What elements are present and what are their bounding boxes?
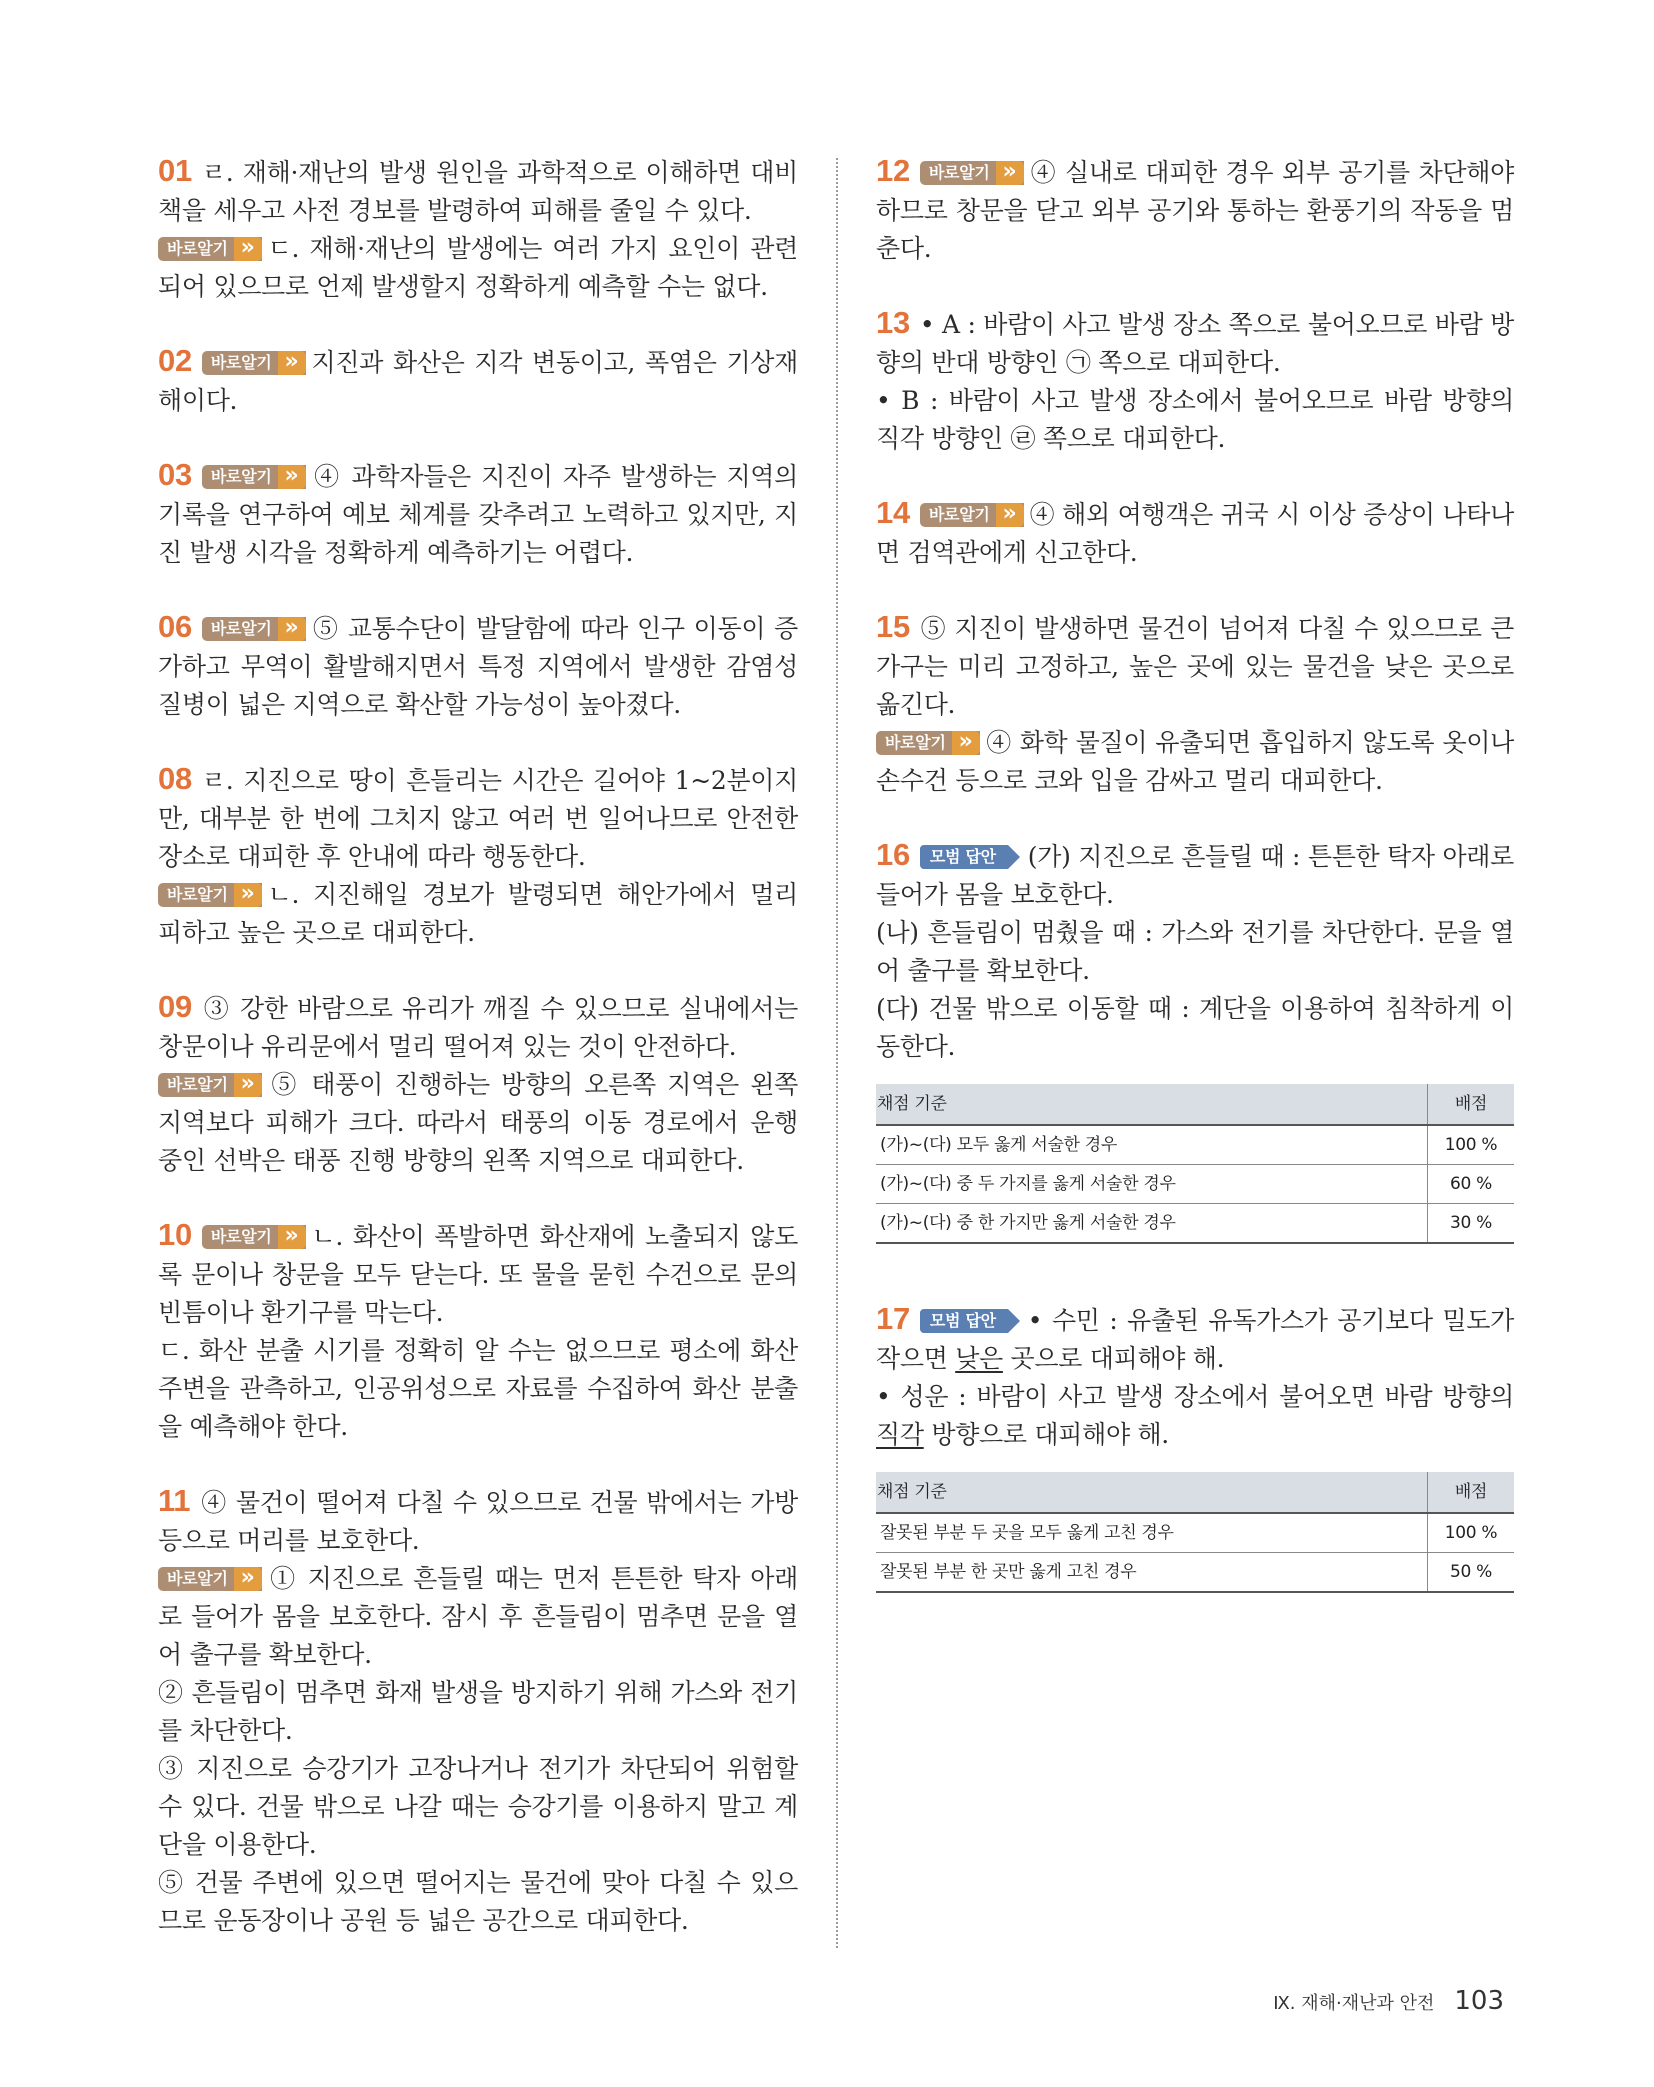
check-badge: 바로알기 » — [876, 731, 980, 755]
check-badge: 바로알기 » — [158, 1073, 262, 1097]
question-number: 01 — [158, 153, 192, 188]
table-row — [876, 1204, 1514, 1244]
header-score: 배점 — [1428, 1084, 1515, 1125]
answer-12 — [876, 152, 1514, 268]
check-badge: 바로알기 » — [920, 161, 1024, 185]
table-row — [876, 1125, 1514, 1165]
check-badge: 바로알기 » — [158, 237, 262, 261]
score-cell: 60 % — [1428, 1165, 1515, 1204]
page-number: 103 — [1454, 1986, 1504, 2016]
check-text: ④ 화학 물질이 유출되면 흡입하지 않도록 옷이나 손수건 등으로 코와 입을 감싸고 멀리 대피한다. — [876, 728, 1514, 795]
answer-text: • 성운 : 바람이 사고 발생 장소에서 불어오면 바람 방향의 — [876, 1382, 1514, 1411]
answer-line: • A : 바람이 사고 발생 장소 쪽으로 불어오므로 바람 방향의 반대 방향인 ㉠ 쪽으로 대피한다. — [876, 310, 1514, 377]
criteria-cell: (가)~(다) 모두 옳게 서술한 경우 — [876, 1125, 1428, 1165]
scoring-table — [876, 1084, 1514, 1244]
score-cell: 100 % — [1428, 1513, 1515, 1553]
answer-17 — [876, 1300, 1514, 1593]
answer-13 — [876, 304, 1514, 458]
extra-text: ㄷ. 화산 분출 시기를 정확히 알 수는 없으므로 평소에 화산 주변을 관측하고, 인공위성으로 자료를 수집하여 화산 분출을 예측해야 한다. — [158, 1336, 798, 1441]
question-number: 10 — [158, 1217, 192, 1252]
answer-16 — [876, 836, 1514, 1244]
left-column — [158, 152, 798, 1940]
score-cell: 50 % — [1428, 1553, 1515, 1593]
check-badge: 바로알기 » — [202, 617, 306, 641]
answer-02 — [158, 342, 798, 420]
check-text: ① 지진으로 흔들릴 때는 먼저 튼튼한 탁자 아래로 들어가 몸을 보호한다. 잠시 후 흔들림이 멈추면 문을 열어 출구를 확보한다. — [158, 1564, 798, 1669]
question-number: 13 — [876, 305, 910, 340]
answer-10 — [158, 1216, 798, 1446]
check-text: ㄷ. 재해·재난의 발생에는 여러 가지 요인이 관련되어 있으므로 언제 발생할지 정확하게 예측할 수는 없다. — [158, 234, 798, 301]
question-number: 09 — [158, 989, 192, 1024]
underlined-word: 낮은 — [955, 1344, 1003, 1373]
check-badge: 바로알기 » — [920, 503, 1024, 527]
answer-09 — [158, 988, 798, 1180]
check-text: 지진과 화산은 지각 변동이고, 폭염은 기상재해이다. — [158, 348, 798, 415]
extra-text: (다) 건물 밖으로 이동할 때 : 계단을 이용하여 침착하게 이동한다. — [876, 994, 1514, 1061]
answer-15 — [876, 608, 1514, 800]
question-number: 16 — [876, 837, 910, 872]
model-answer-badge: 모범 답안 — [920, 845, 1008, 869]
check-text: ④ 해외 여행객은 귀국 시 이상 증상이 나타나면 검역관에게 신고한다. — [876, 500, 1514, 567]
table-row — [876, 1553, 1514, 1593]
answer-01 — [158, 152, 798, 306]
check-text: ④ 과학자들은 지진이 자주 발생하는 지역의 기록을 연구하여 예보 체계를 갖추려고 노력하고 있지만, 지진 발생 시각을 정확하게 예측하기는 어렵다. — [158, 462, 798, 567]
page-footer — [1273, 1986, 1504, 2016]
criteria-cell: (가)~(다) 중 두 가지를 옳게 서술한 경우 — [876, 1165, 1428, 1204]
check-badge: 바로알기 » — [158, 883, 262, 907]
answer-line: • B : 바람이 사고 발생 장소에서 불어오므로 바람 방향의 직각 방향인 ㉣ 쪽으로 대피한다. — [876, 386, 1514, 453]
question-number: 03 — [158, 457, 192, 492]
question-number: 17 — [876, 1301, 910, 1336]
answer-text: 곳으로 대피해야 해. — [1002, 1344, 1225, 1373]
question-number: 12 — [876, 153, 910, 188]
check-text: ④ 실내로 대피한 경우 외부 공기를 차단해야 하므로 창문을 닫고 외부 공기와 통하는 환풍기의 작동을 멈춘다. — [876, 158, 1514, 263]
header-score: 배점 — [1428, 1472, 1515, 1513]
answer-text: ⑤ 지진이 발생하면 물건이 넘어져 다칠 수 있으므로 큰 가구는 미리 고정하고, 높은 곳에 있는 물건을 낮은 곳으로 옮긴다. — [876, 614, 1514, 719]
scoring-table — [876, 1472, 1514, 1593]
answer-text: 방향으로 대피해야 해. — [923, 1420, 1169, 1449]
table-header-row — [876, 1472, 1514, 1513]
table-row — [876, 1513, 1514, 1553]
check-text: ⑤ 태풍이 진행하는 방향의 오른쪽 지역은 왼쪽 지역보다 피해가 크다. 따라서 태풍의 이동 경로에서 운행 중인 선박은 태풍 진행 방향의 왼쪽 지역으로 대피한다. — [158, 1070, 798, 1175]
answer-06 — [158, 608, 798, 724]
model-answer-badge: 모범 답안 — [920, 1309, 1008, 1333]
check-text: ⑤ 교통수단이 발달함에 따라 인구 이동이 증가하고 무역이 활발해지면서 특정 지역에서 발생한 감염성 질병이 넓은 지역으로 확산할 가능성이 높아졌다. — [158, 614, 798, 719]
check-text: ㄴ. 지진해일 경보가 발령되면 해안가에서 멀리 피하고 높은 곳으로 대피한다. — [158, 880, 798, 947]
answer-11 — [158, 1482, 798, 1940]
check-text: ㄴ. 화산이 폭발하면 화산재에 노출되지 않도록 문이나 창문을 모두 닫는다. 또 물을 묻힌 수건으로 문의 빈틈이나 환기구를 막는다. — [158, 1222, 798, 1327]
answer-14 — [876, 494, 1514, 572]
score-cell: 30 % — [1428, 1204, 1515, 1244]
criteria-cell: 잘못된 부분 두 곳을 모두 옳게 고친 경우 — [876, 1513, 1428, 1553]
chapter-title: Ⅸ. 재해·재난과 안전 — [1273, 1993, 1435, 2014]
criteria-cell: 잘못된 부분 한 곳만 옳게 고친 경우 — [876, 1553, 1428, 1593]
answer-03 — [158, 456, 798, 572]
answer-text: ㄹ. 재해·재난의 발생 원인을 과학적으로 이해하면 대비책을 세우고 사전 경보를 발령하여 피해를 줄일 수 있다. — [158, 158, 798, 225]
check-badge: 바로알기 » — [202, 1225, 306, 1249]
answer-text: ㄹ. 지진으로 땅이 흔들리는 시간은 길어야 1~2분이지만, 대부분 한 번에 그치지 않고 여러 번 일어나므로 안전한 장소로 대피한 후 안내에 따라 행동한다. — [158, 766, 798, 871]
header-criteria: 채점 기준 — [876, 1472, 1428, 1513]
answer-text: (가) 지진으로 흔들릴 때 : 튼튼한 탁자 아래로 들어가 몸을 보호한다. — [876, 842, 1514, 909]
question-number: 06 — [158, 609, 192, 644]
question-number: 14 — [876, 495, 910, 530]
criteria-cell: (가)~(다) 중 한 가지만 옳게 서술한 경우 — [876, 1204, 1428, 1244]
question-number: 02 — [158, 343, 192, 378]
check-badge: 바로알기 » — [158, 1567, 262, 1591]
answer-text: ④ 물건이 떨어져 다칠 수 있으므로 건물 밖에서는 가방 등으로 머리를 보호한다. — [158, 1488, 798, 1555]
question-number: 11 — [158, 1483, 191, 1518]
extra-text: ② 흔들림이 멈추면 화재 발생을 방지하기 위해 가스와 전기를 차단한다. — [158, 1678, 798, 1745]
check-badge: 바로알기 » — [202, 465, 306, 489]
right-column — [876, 152, 1514, 1593]
header-criteria: 채점 기준 — [876, 1084, 1428, 1125]
score-cell: 100 % — [1428, 1125, 1515, 1165]
table-row — [876, 1165, 1514, 1204]
table-header-row — [876, 1084, 1514, 1125]
extra-text: (나) 흔들림이 멈췄을 때 : 가스와 전기를 차단한다. 문을 열어 출구를 확보한다. — [876, 918, 1514, 985]
check-badge: 바로알기 » — [202, 351, 306, 375]
extra-text: ⑤ 건물 주변에 있으면 떨어지는 물건에 맞아 다칠 수 있으므로 운동장이나 공원 등 넓은 공간으로 대피한다. — [158, 1868, 798, 1935]
underlined-word: 직각 — [876, 1420, 924, 1449]
answer-08 — [158, 760, 798, 952]
question-number: 08 — [158, 761, 192, 796]
answer-text: • 수민 : 유출된 유독가스가 공기보다 밀도가 작으면 — [876, 1306, 1514, 1373]
answer-text: ③ 강한 바람으로 유리가 깨질 수 있으므로 실내에서는 창문이나 유리문에서 멀리 떨어져 있는 것이 안전하다. — [158, 994, 798, 1061]
column-divider — [836, 158, 838, 1948]
question-number: 15 — [876, 609, 910, 644]
extra-text: ③ 지진으로 승강기가 고장나거나 전기가 차단되어 위험할 수 있다. 건물 밖으로 나갈 때는 승강기를 이용하지 말고 계단을 이용한다. — [158, 1754, 798, 1859]
